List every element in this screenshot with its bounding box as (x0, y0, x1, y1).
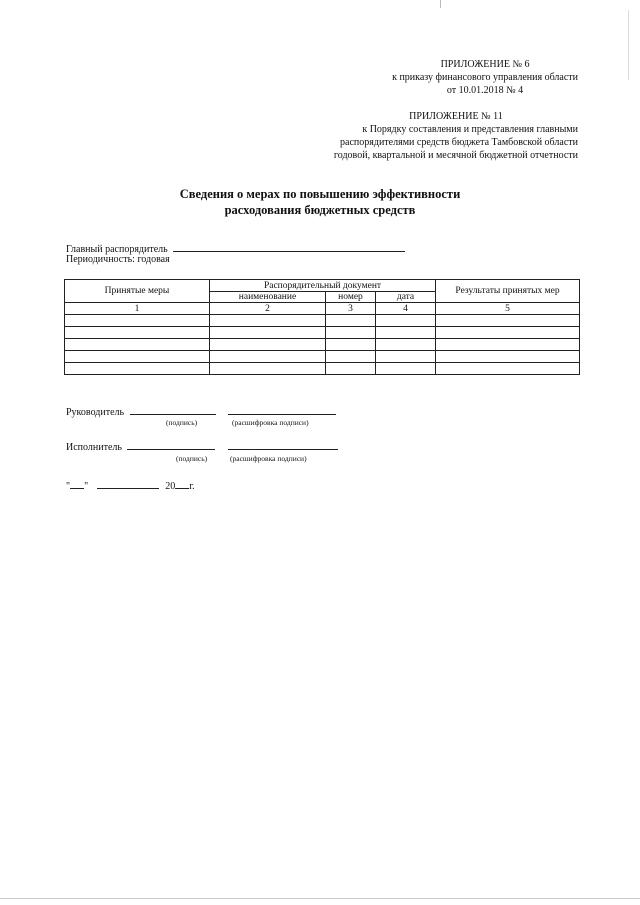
date-year-prefix: 20 (165, 481, 176, 492)
column-number: 4 (376, 303, 436, 315)
scan-artifact (0, 898, 640, 899)
header-doc-date: дата (376, 292, 436, 303)
table-cell[interactable] (326, 363, 376, 375)
annex-11-line-3: годовой, квартальной и месячной бюджетной отчетности (333, 150, 578, 161)
annex-11-line-2: распорядителями средств бюджета Тамбовской области (340, 137, 578, 148)
head-signature-line[interactable] (130, 404, 216, 415)
table-cell[interactable] (210, 339, 326, 351)
table-cell[interactable] (326, 327, 376, 339)
head-signature-caption: (подпись) (166, 418, 198, 427)
table-cell[interactable] (436, 327, 580, 339)
annex-6-line-2: от 10.01.2018 № 4 (446, 85, 524, 96)
annex-11-block (334, 110, 578, 162)
table-cell[interactable] (210, 327, 326, 339)
column-number-row (65, 303, 580, 315)
column-number: 5 (436, 303, 580, 315)
table-cell[interactable] (65, 327, 210, 339)
table-row (65, 315, 580, 327)
date-year-suffix: г. (189, 481, 195, 492)
table-cell[interactable] (326, 315, 376, 327)
date-line (66, 478, 195, 492)
table-cell[interactable] (376, 363, 436, 375)
table-cell[interactable] (436, 315, 580, 327)
measures-table (64, 279, 580, 375)
table-row (65, 363, 580, 375)
header-doc-name: наименование (210, 292, 326, 303)
table-cell[interactable] (376, 327, 436, 339)
table-row (65, 327, 580, 339)
head-label: Руководитель (66, 407, 125, 418)
column-number: 1 (65, 303, 210, 315)
periodicity-field: Периодичность: годовая (66, 254, 170, 265)
column-number: 2 (210, 303, 326, 315)
column-number: 3 (326, 303, 376, 315)
table-cell[interactable] (436, 351, 580, 363)
header-document: Распорядительный документ (210, 280, 436, 292)
executor-label: Исполнитель (66, 442, 122, 453)
document-title (0, 186, 640, 218)
scan-artifact (440, 0, 441, 8)
table-cell[interactable] (436, 339, 580, 351)
table-cell[interactable] (376, 351, 436, 363)
executor-decoding-line[interactable] (228, 439, 338, 450)
date-month-line[interactable] (97, 478, 159, 489)
document-title-line-1: Сведения о мерах по повышению эффективности (179, 187, 461, 201)
head-signature-row (66, 404, 336, 418)
manager-line[interactable] (173, 241, 405, 252)
annex-6-title: ПРИЛОЖЕНИЕ № 6 (440, 59, 530, 70)
date-day-line[interactable] (70, 478, 84, 489)
table-cell[interactable] (65, 315, 210, 327)
annex-11-title: ПРИЛОЖЕНИЕ № 11 (409, 111, 503, 122)
table-cell[interactable] (326, 351, 376, 363)
date-quote-close: " (84, 481, 89, 492)
annex-6-line-1: к приказу финансового управления области (392, 72, 578, 83)
table-cell[interactable] (210, 351, 326, 363)
date-year-line[interactable] (175, 478, 189, 489)
manager-label: Главный распорядитель (66, 244, 168, 255)
table-cell[interactable] (376, 339, 436, 351)
table-row (65, 339, 580, 351)
table-cell[interactable] (326, 339, 376, 351)
head-decoding-caption: (расшифровка подписи) (232, 418, 309, 427)
document-title-line-2: расходования бюджетных средств (224, 203, 416, 217)
head-decoding-line[interactable] (228, 404, 336, 415)
header-results: Результаты принятых мер (436, 280, 580, 303)
table-cell[interactable] (436, 363, 580, 375)
table-cell[interactable] (65, 363, 210, 375)
table-cell[interactable] (376, 315, 436, 327)
table-cell[interactable] (65, 351, 210, 363)
scan-artifact (628, 10, 629, 80)
executor-signature-row (66, 439, 338, 453)
table-cell[interactable] (65, 339, 210, 351)
date-quote-open: " (66, 481, 71, 492)
executor-signature-caption: (подпись) (176, 454, 208, 463)
manager-field (66, 241, 405, 255)
table-cell[interactable] (210, 363, 326, 375)
table-row (65, 351, 580, 363)
table-cell[interactable] (210, 315, 326, 327)
annex-6-block (392, 58, 578, 97)
annex-11-line-1: к Порядку составления и представления главными (362, 124, 578, 135)
executor-signature-line[interactable] (127, 439, 215, 450)
executor-decoding-caption: (расшифровка подписи) (230, 454, 307, 463)
header-doc-number: номер (326, 292, 376, 303)
header-measures: Принятые меры (65, 280, 210, 303)
